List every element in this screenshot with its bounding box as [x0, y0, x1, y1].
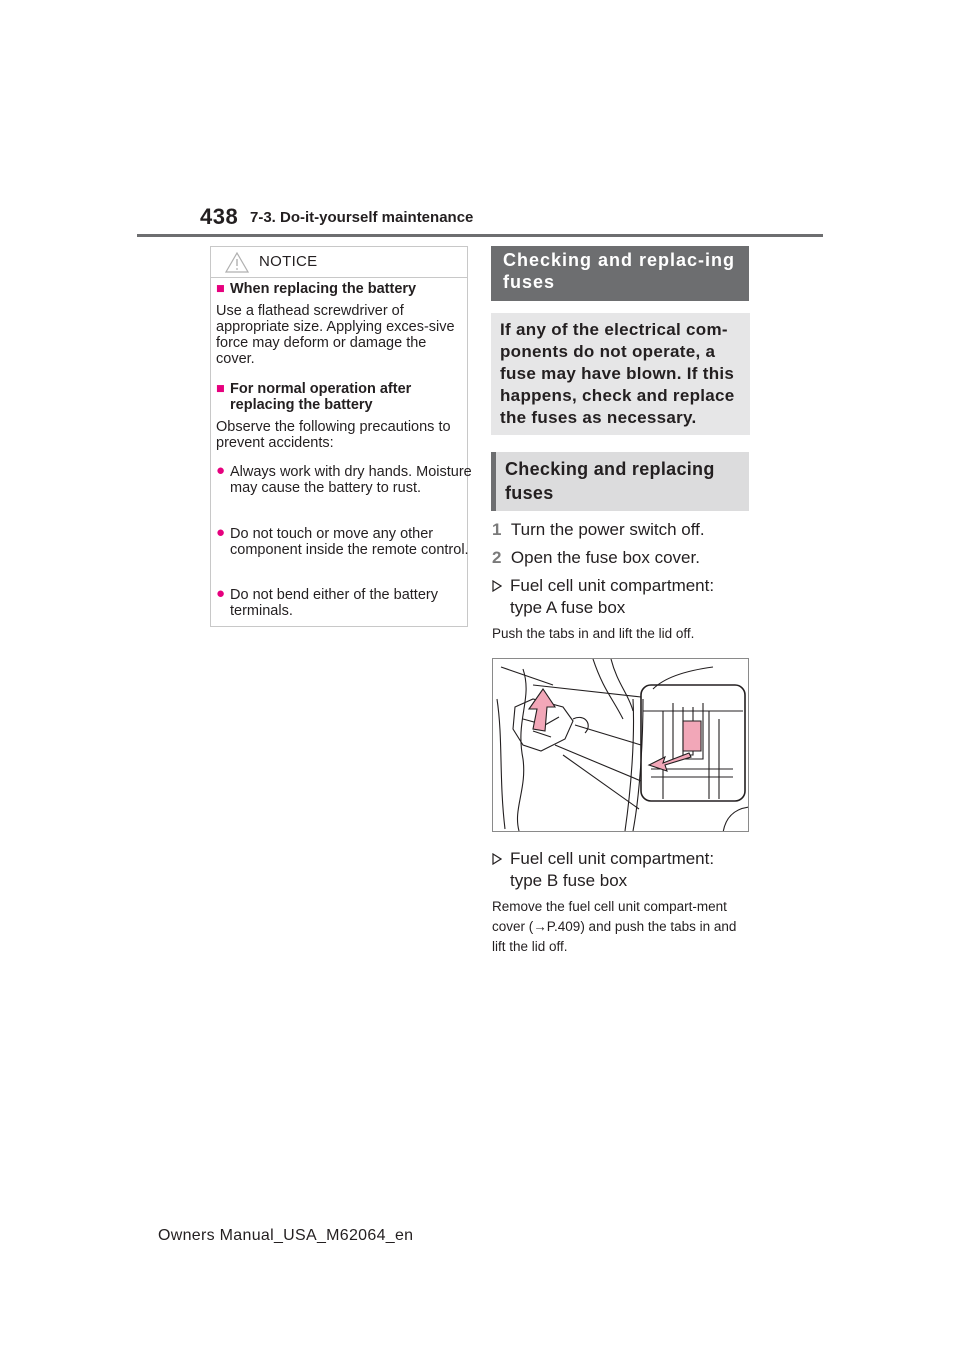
triangle-arrow-icon — [492, 580, 502, 592]
circle-bullet-icon: ● — [216, 462, 226, 479]
step-1: 1 Turn the power switch off. — [492, 520, 705, 539]
reference-arrow-icon: → — [533, 919, 547, 934]
lead-box: If any of the electrical com-ponents do not operate, a fuse may have blown. If this happens, check and replace the fuses as necessary. — [491, 313, 750, 435]
option-type-a: Fuel cell unit compartment: type A fuse box — [492, 575, 750, 621]
triangle-arrow-icon — [492, 853, 502, 865]
option-type-a-desc: Push the tabs in and lift the lid off. — [492, 626, 695, 641]
sub-heading: Checking and replacing fuses — [491, 452, 749, 511]
notice-heading-battery: ■ When replacing the battery — [216, 281, 417, 297]
main-heading: Checking and replac-ing fuses — [491, 246, 749, 301]
warning-triangle-icon — [225, 252, 249, 273]
notice-bullet-do-not-bend: ● Do not bend either of the battery terminals. — [216, 585, 438, 619]
fuse-box-illustration — [492, 658, 749, 832]
notice-box — [210, 246, 472, 627]
square-bullet-icon: ■ — [216, 281, 225, 297]
page-reference-link[interactable]: P.409 — [546, 919, 581, 934]
circle-bullet-icon: ● — [216, 524, 226, 541]
notice-label: NOTICE — [259, 253, 318, 270]
square-bullet-icon: ■ — [216, 381, 225, 397]
option-type-b: Fuel cell unit compartment: type B fuse box — [492, 848, 750, 894]
footer-doc-id: Owners Manual_USA_M62064_en — [158, 1227, 414, 1244]
header-rule — [137, 234, 823, 237]
notice-heading-normal-operation: ■ For normal operation after replacing the battery — [216, 381, 412, 413]
notice-text-precautions: Observe the following precautions to prevent accidents: — [216, 419, 451, 451]
notice-text-battery: Use a flathead screwdriver of appropriate size. Applying exces-sive force may deform or damage the cover. — [216, 303, 455, 367]
notice-header — [211, 247, 467, 278]
page-number: 438 — [200, 204, 239, 229]
option-type-b-desc: Remove the fuel cell unit compart-ment cover (→P.409) and push the tabs in and lift the lid off. — [492, 899, 737, 954]
step-2: 2 Open the fuse box cover. — [492, 548, 700, 567]
circle-bullet-icon: ● — [216, 585, 226, 602]
notice-bullet-do-not-touch: ● Do not touch or move any other component inside the remote control. — [216, 524, 469, 558]
notice-bullet-dry-hands: ● Always work with dry hands. Moisture may cause the battery to rust. — [216, 462, 472, 496]
section-title: 7-3. Do-it-yourself maintenance — [250, 209, 474, 226]
